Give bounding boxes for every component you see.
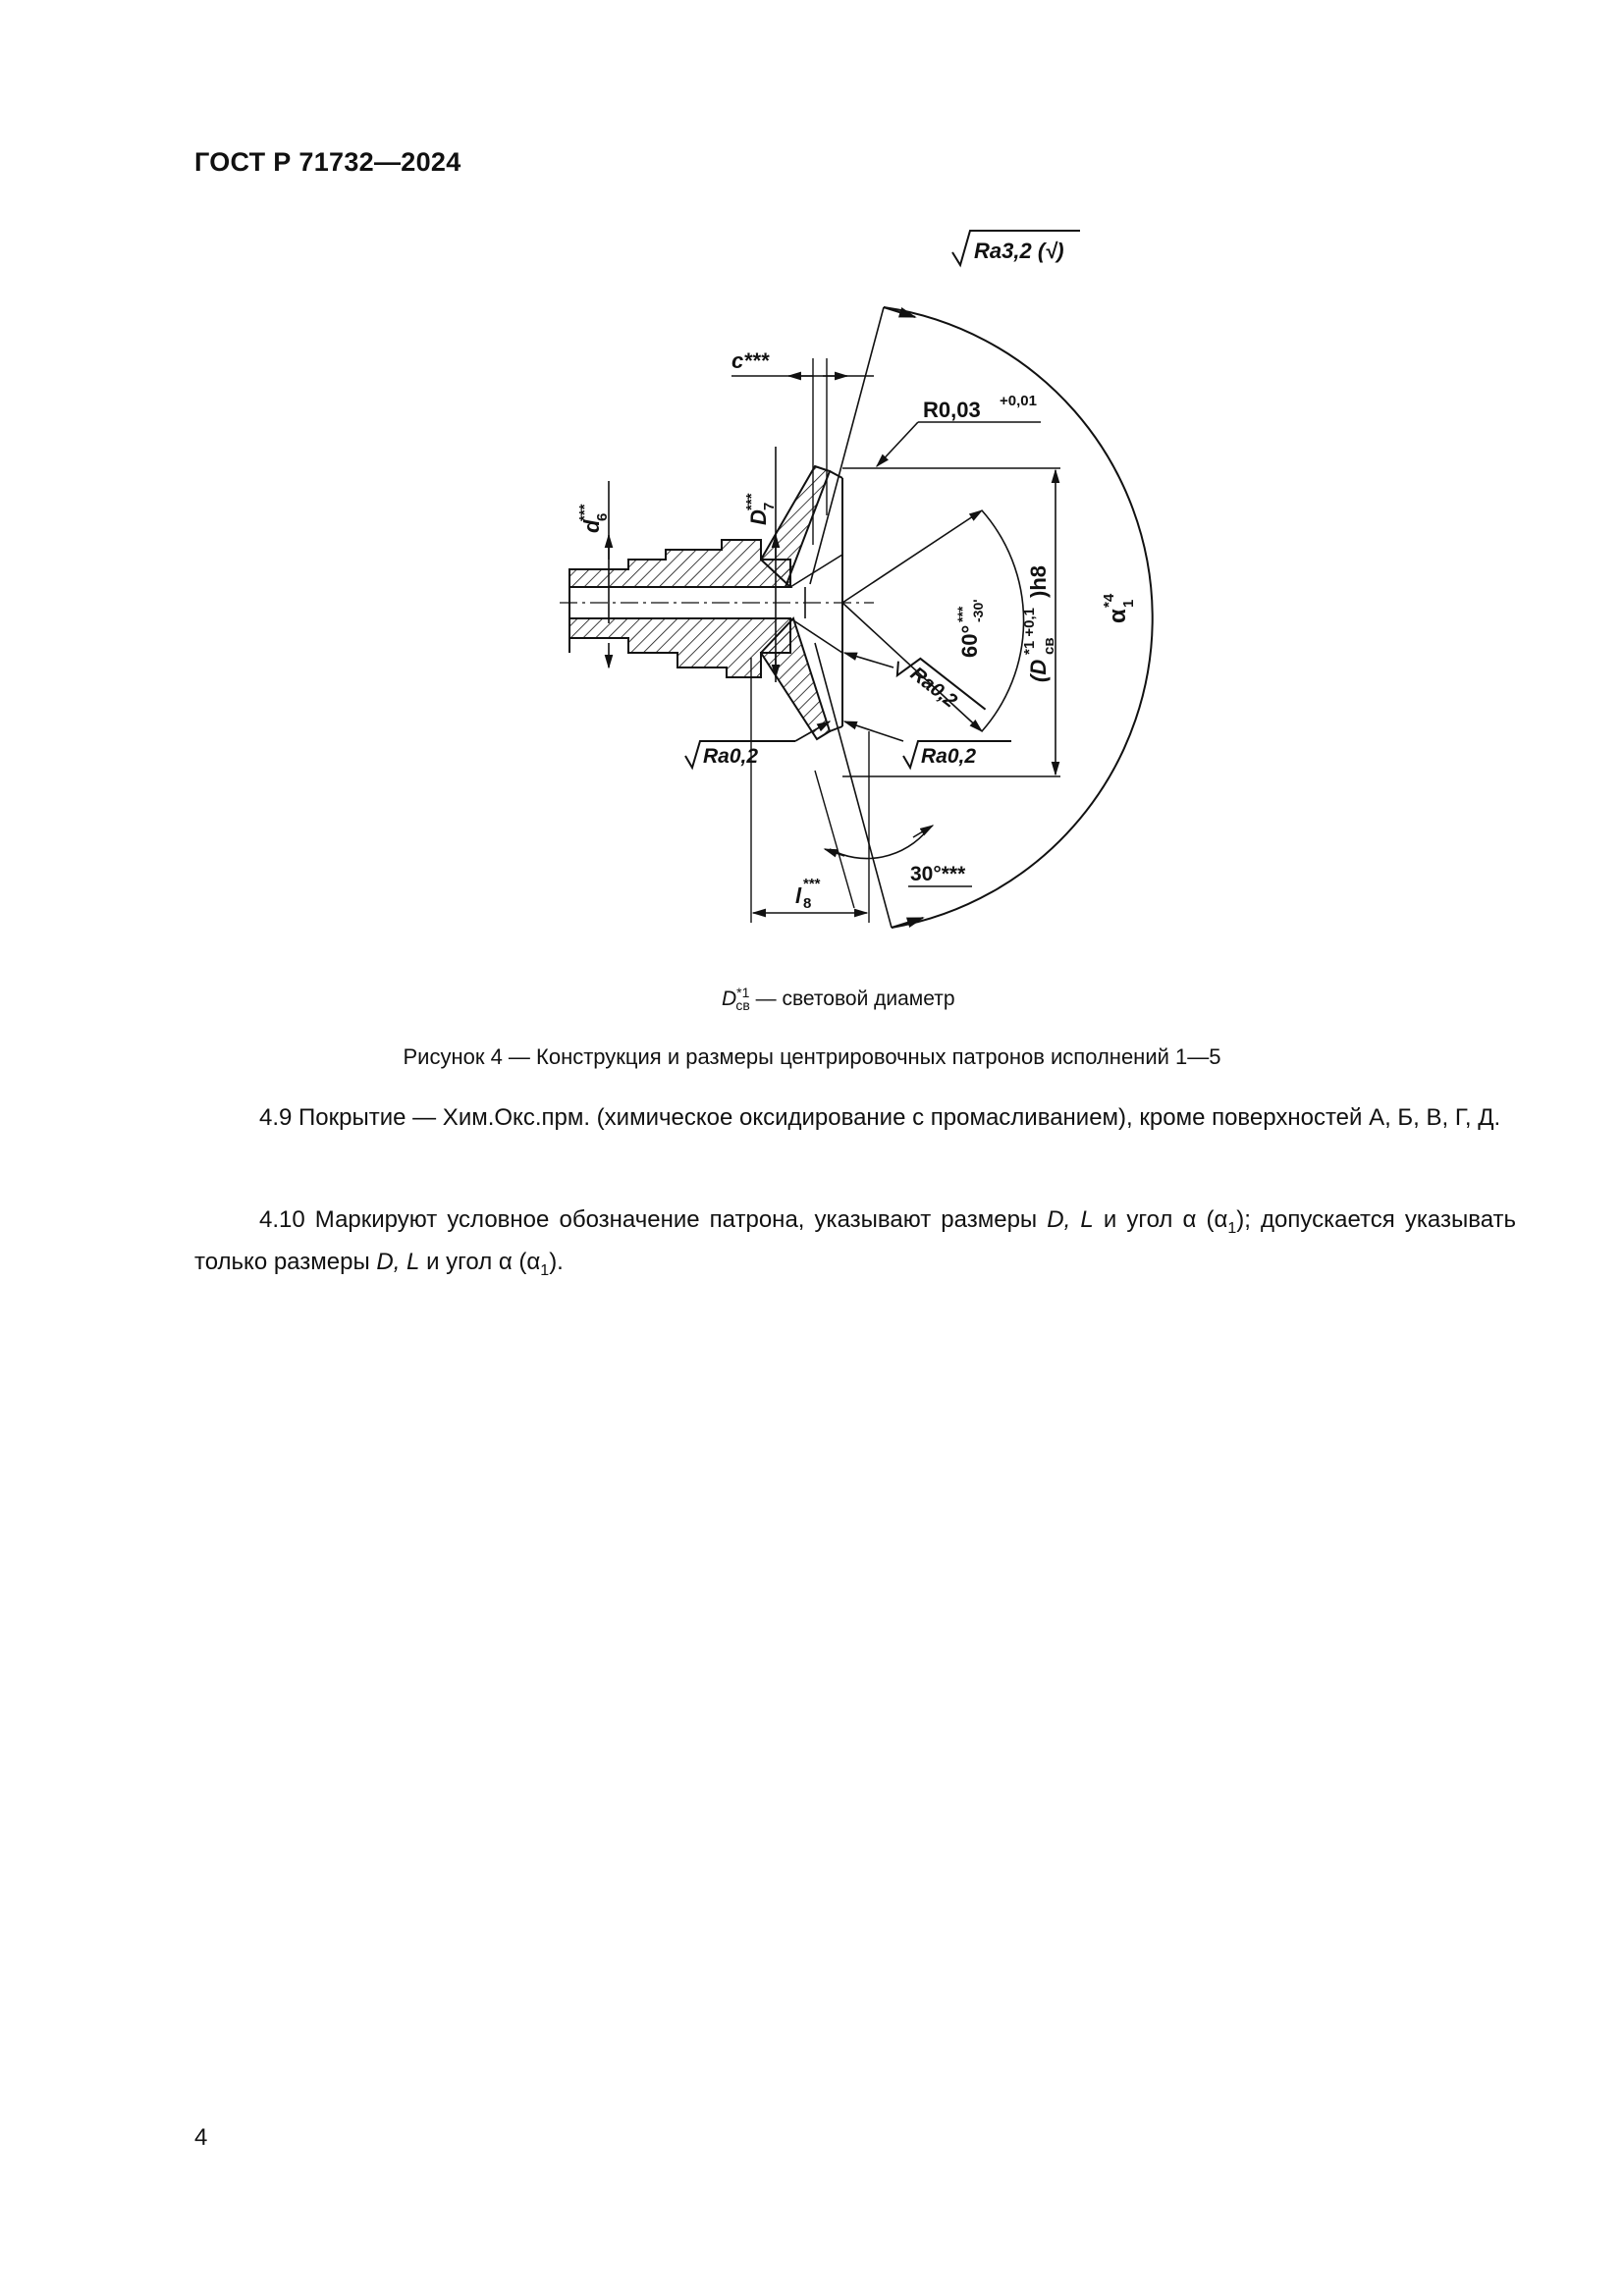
- svg-text:-30': -30': [970, 599, 986, 622]
- p2-dims-f: D, L: [376, 1248, 420, 1275]
- svg-text:7: 7: [761, 502, 778, 510]
- p2-sub-h: 1: [540, 1261, 550, 1279]
- svg-text:***: ***: [743, 493, 760, 510]
- svg-text:Ra0,2: Ra0,2: [921, 745, 977, 768]
- document-header: ГОСТ Р 71732—2024: [194, 147, 461, 177]
- roughness-top-label: Ra3,2 (√): [974, 239, 1064, 263]
- roughness-symbol-top: [952, 231, 1080, 265]
- svg-text:α: α: [1105, 609, 1131, 623]
- p2-dims-a: D, L: [1047, 1206, 1094, 1233]
- p2-text-e: ); допускается указывать только размеры: [194, 1206, 1517, 1275]
- p2-text-g: и угол α (α: [419, 1248, 541, 1275]
- figure-caption-text: Рисунок 4 — Конструкция и размеры центрировочных патронов исполнений 1—5: [403, 1044, 1221, 1069]
- svg-text:Ra0,2: Ra0,2: [905, 663, 961, 713]
- svg-text:*1 +0,1: *1 +0,1: [1021, 608, 1038, 655]
- figure-legend: [722, 985, 955, 1013]
- svg-text:Ra0,2: Ra0,2: [703, 745, 759, 768]
- figure-caption: [0, 1044, 1624, 1070]
- paragraph-4-10: [194, 1203, 1516, 1288]
- legend-symbol-sup: *1: [736, 985, 750, 1000]
- radius-tolerance: +0,01: [1000, 393, 1037, 409]
- l8-label: [795, 876, 821, 912]
- c-label: c***: [731, 348, 769, 373]
- svg-text:8: 8: [803, 895, 812, 912]
- paragraph-4-9-text: 4.9 Покрытие — Хим.Окс.прм. (химическое оксидирование с промасливанием), кроме поверхностей А, Б, В, Г, Д.: [259, 1104, 1501, 1131]
- svg-text:*4: *4: [1101, 593, 1117, 608]
- page-number: 4: [194, 2124, 208, 2151]
- p2-sub-d: 1: [1227, 1219, 1237, 1237]
- technical-drawing: [550, 221, 1137, 947]
- alpha1-label: [1101, 593, 1137, 623]
- svg-text:(D: (D: [1026, 659, 1051, 682]
- svg-text:6: 6: [594, 512, 611, 521]
- svg-text:1: 1: [1120, 599, 1137, 608]
- svg-text:св: св: [1041, 637, 1057, 655]
- legend-symbol-sub: св: [735, 997, 750, 1014]
- legend-symbol: D: [722, 988, 737, 1010]
- angle60-label: [954, 599, 986, 658]
- svg-text:D: D: [746, 509, 771, 525]
- angle30-label: 30°***: [910, 863, 966, 885]
- svg-text:60°: 60°: [957, 624, 982, 658]
- svg-text:***: ***: [803, 876, 821, 892]
- paragraph-4-9: [194, 1101, 1516, 1135]
- svg-text:d: d: [579, 519, 604, 533]
- p2-text-c: и угол α (α: [1093, 1206, 1228, 1233]
- D7-label: [743, 493, 778, 525]
- p2-text-i: ).: [549, 1248, 564, 1275]
- dsv-label: [1021, 565, 1057, 682]
- svg-text:***: ***: [954, 606, 970, 622]
- svg-text:***: ***: [576, 504, 593, 521]
- legend-text: — световой диаметр: [749, 988, 955, 1010]
- svg-text:l: l: [795, 883, 802, 908]
- d6-label: [576, 504, 611, 533]
- drawing-svg: [550, 221, 1137, 947]
- roughness-ra02-left: [685, 721, 830, 768]
- radius-label: R0,03: [923, 398, 981, 422]
- svg-text:)h8: )h8: [1026, 565, 1051, 598]
- p2-text-a: 4.10 Маркируют условное обозначение патрона, указывают размеры: [259, 1206, 1048, 1233]
- stem-section: [569, 540, 790, 587]
